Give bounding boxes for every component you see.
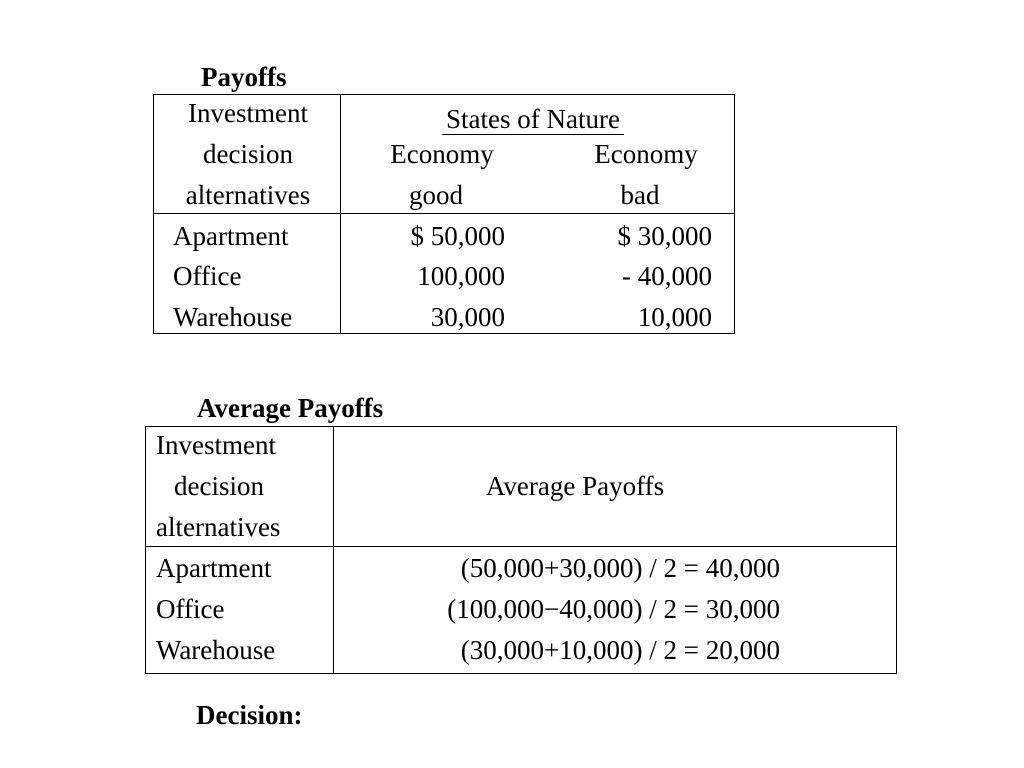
average-payoffs-heading: Average Payoffs bbox=[197, 393, 384, 423]
payoffs-row-apartment-name: Apartment bbox=[173, 221, 289, 251]
economy-bad-header-line1: Economy bbox=[594, 139, 698, 169]
average-header-col1-line3: alternatives bbox=[156, 512, 281, 542]
payoffs-row-office-name: Office bbox=[173, 261, 242, 291]
payoffs-row-warehouse-good: 30,000 bbox=[430, 302, 505, 332]
average-row-warehouse-name: Warehouse bbox=[156, 635, 276, 665]
average-row-apartment-name: Apartment bbox=[156, 553, 272, 583]
decision-label: Decision: bbox=[196, 700, 303, 730]
average-header-col1-line2: decision bbox=[174, 471, 264, 501]
average-header-col1-line1: Investment bbox=[156, 430, 276, 460]
payoffs-row-office-bad: - 40,000 bbox=[622, 261, 712, 291]
payoffs-header-col1-line3: alternatives bbox=[185, 180, 311, 210]
economy-bad-header-line2: bad bbox=[620, 180, 660, 210]
payoffs-row-warehouse-bad: 10,000 bbox=[637, 302, 712, 332]
payoffs-header-col1-line1: Investment bbox=[188, 98, 308, 128]
economy-good-header-line1: Economy bbox=[390, 139, 494, 169]
average-row-office-name: Office bbox=[156, 594, 225, 624]
average-col-divider bbox=[333, 426, 334, 674]
payoffs-heading: Payoffs bbox=[201, 62, 287, 92]
payoffs-row-apartment-good: $ 50,000 bbox=[410, 221, 505, 251]
average-row-office-formula: (100,000−40,000) / 2 = 30,000 bbox=[447, 594, 780, 624]
payoffs-header-col1-line2: decision bbox=[203, 139, 293, 169]
economy-good-header-line2: good bbox=[409, 180, 463, 210]
payoffs-row-apartment-bad: $ 30,000 bbox=[617, 221, 712, 251]
average-row-warehouse-formula: (30,000+10,000) / 2 = 20,000 bbox=[460, 635, 780, 665]
average-row-apartment-formula: (50,000+30,000) / 2 = 40,000 bbox=[460, 553, 780, 583]
average-header-col2: Average Payoffs bbox=[485, 471, 665, 501]
states-of-nature-label: States of Nature bbox=[442, 104, 624, 135]
payoffs-row-office-good: 100,000 bbox=[417, 261, 505, 291]
payoffs-row-warehouse-name: Warehouse bbox=[173, 302, 293, 332]
